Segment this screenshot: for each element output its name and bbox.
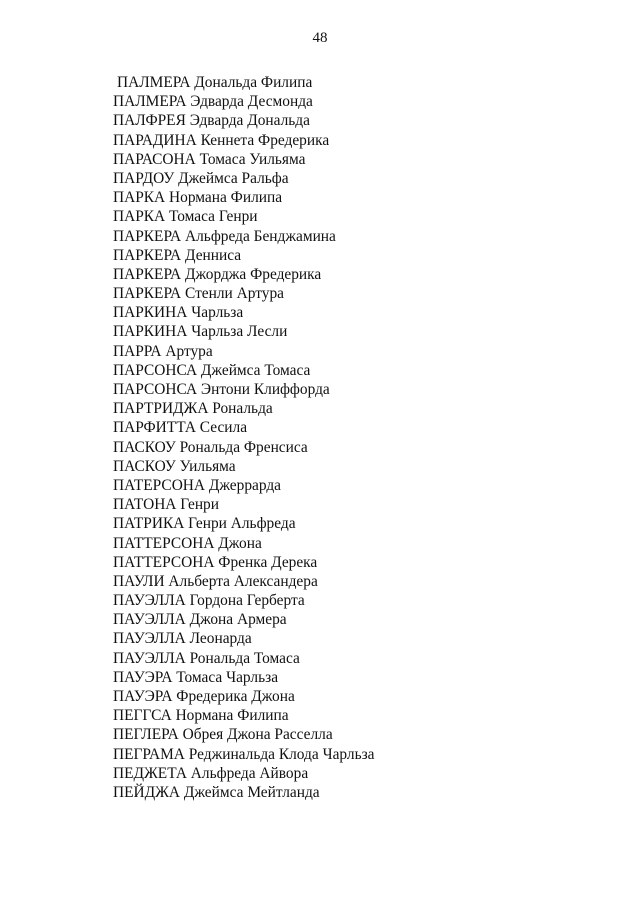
list-item: ПАЛМЕРА Эдварда Десмонда	[113, 93, 313, 111]
list-item: ПЕГГСА Нормана Филипа	[113, 707, 289, 725]
list-item: ПАУЭЛЛА Джона Армера	[113, 611, 287, 629]
list-item: ПАРКИНА Чарльза Лесли	[113, 323, 288, 341]
list-item: ПАРДОУ Джеймса Ральфа	[113, 169, 289, 187]
list-item: ПАТТЕРСОНА Джона	[113, 534, 262, 552]
list-item: ПАУЭРА Фредерика Джона	[113, 688, 295, 705]
list-item: ПАРТРИДЖА Рональда	[113, 400, 273, 418]
list-item: ПАРКЕРА Стенли Артура	[113, 285, 284, 303]
list-item: ПАРКА Нормана Филипа	[113, 189, 283, 207]
list-item: ПАРКИНА Чарльза	[113, 304, 244, 322]
list-item: ПАУЭЛЛА Леонарда	[113, 630, 252, 648]
list-item: ПАРАСОНА Томаса Уильяма	[113, 150, 306, 168]
list-item: ПЕГРАМА Реджинальда Клода Чарльза	[113, 745, 375, 763]
list-item: ПАРФИТТА Сесила	[113, 419, 248, 437]
list-item: ПАТРИКА Генри Альфреда	[113, 515, 296, 533]
list-item: ПАРСОНСА Джеймса Томаса	[113, 361, 311, 379]
list-item: ПЕЙДЖА Джеймса Мейтланда	[113, 783, 320, 801]
list-item: ПАУЭЛЛА Рональда Томаса	[113, 649, 300, 667]
list-item: ПАТОНА Генри	[113, 496, 219, 514]
list-item: ПАЛМЕРА Дональда Филипа	[117, 74, 313, 91]
list-item: ПАРАДИНА Кеннета Фредерика	[113, 131, 330, 149]
list-item: ПАРКА Томаса Генри	[113, 208, 258, 226]
list-item: ПАСКОУ Рональда Френсиса	[113, 438, 308, 456]
list-item: ПАРКЕРА Джорджа Фредерика	[113, 265, 322, 283]
list-item: ПАРКЕРА Альфреда Бенджамина	[113, 227, 336, 245]
list-item: ПАЛФРЕЯ Эдварда Дональда	[113, 112, 310, 130]
list-item: ПЕДЖЕТА Альфреда Айвора	[113, 764, 309, 782]
list-item: ПАУЭРА Томаса Чарльза	[113, 668, 279, 686]
list-item: ПАСКОУ Уильяма	[113, 457, 236, 475]
list-item: ПАТТЕРСОНА Френка Дерека	[113, 553, 318, 571]
list-item: ПАУЛИ Альберта Александера	[113, 572, 318, 590]
list-item: ПАУЭЛЛА Гордона Герберта	[113, 592, 305, 610]
list-item: ПАРСОНСА Энтони Клиффорда	[113, 381, 330, 398]
list-item: ПЕГЛЕРА Обрея Джона Расселла	[113, 726, 333, 744]
list-item: ПАРКЕРА Денниса	[113, 246, 242, 264]
list-item: ПАТЕРСОНА Джеррарда	[113, 476, 282, 494]
name-list	[113, 73, 375, 802]
page-number: 48	[312, 30, 328, 46]
list-item: ПАРРА Артура	[113, 342, 213, 360]
